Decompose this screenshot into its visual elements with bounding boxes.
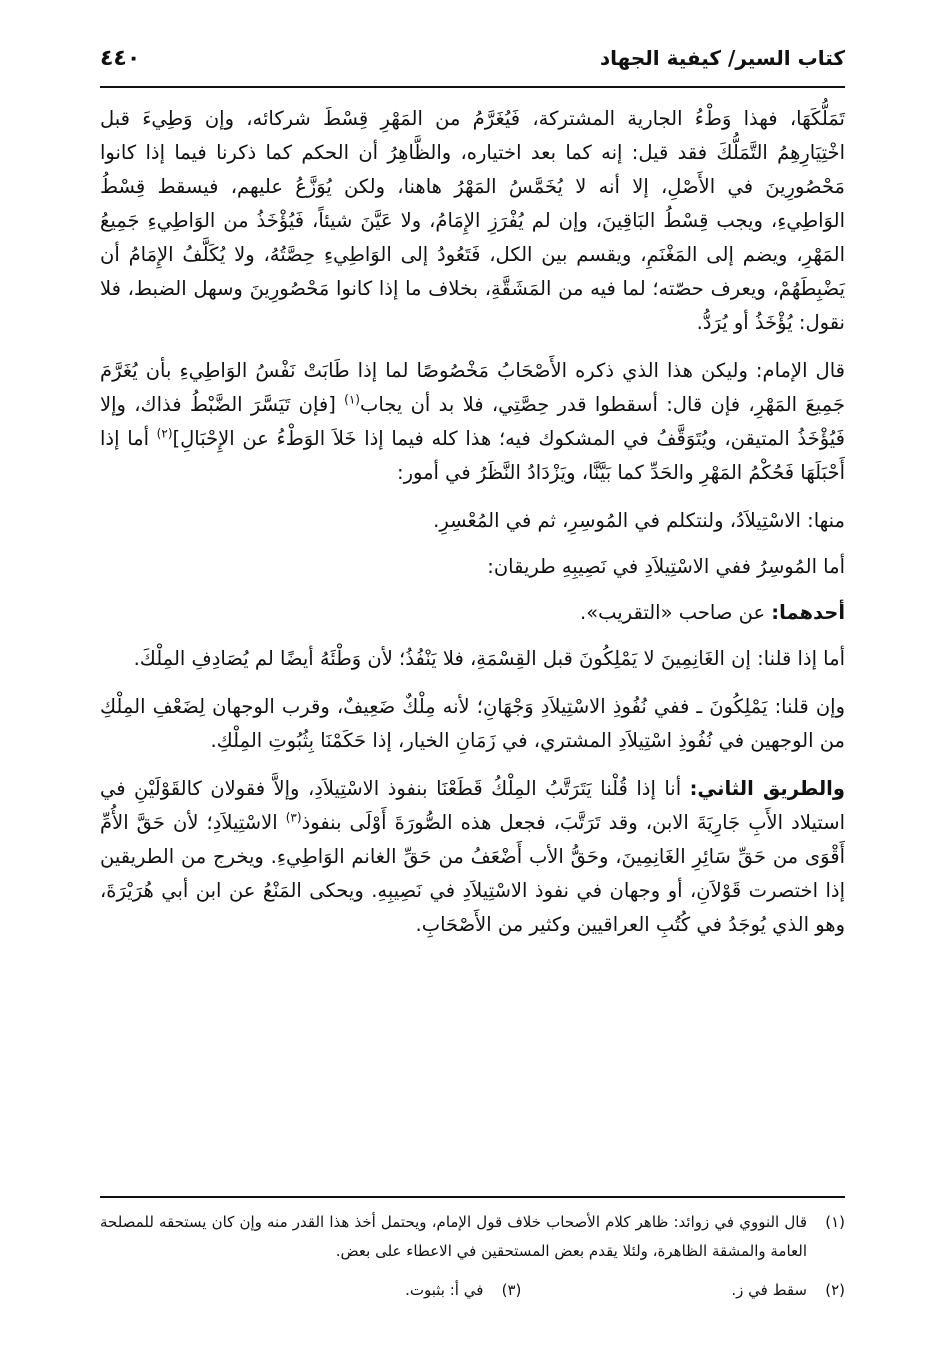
footnote-1 bbox=[100, 1208, 845, 1266]
footnote-2 bbox=[731, 1276, 845, 1305]
header-title: كتاب السير/ كيفية الجهاد bbox=[599, 46, 845, 70]
paragraph-6: أما إذا قلنا: إن الغَانِمِينَ لا يَمْلِكُونَ قبل القِسْمَةِ، فلا يَنْفُذُ؛ لأن وَطْئَهُ أيضًا لم يُصَادِفِ المِلْكَ. bbox=[133, 647, 845, 670]
footnote-text: في أ: بثبوت. bbox=[405, 1281, 484, 1299]
footnote-row bbox=[100, 1276, 845, 1305]
paragraph-3: منها: الاسْتِيلاَدُ، ولنتكلم في المُوسِرِ، ثم في المُعْسِرِ. bbox=[433, 509, 845, 532]
paragraph-lead: أحدهما: bbox=[771, 601, 845, 624]
footnote-text: قال النووي في زوائد: ظاهر كلام الأصحاب خلاف قول الإمام، ويحتمل أخذ هذا القدر منه وإن كان يستحقه للمصلحة العامة والمشقة الظاهرة، ولئلا يقدم بعض المستحقين في الاعطاء على بعض. bbox=[100, 1213, 807, 1260]
footnote-ref-1[interactable]: (١) bbox=[344, 392, 360, 407]
footnote-text: سقط في ز. bbox=[731, 1281, 807, 1299]
footnote-number: (٣) bbox=[501, 1281, 522, 1299]
paragraph-4: أما المُوسِرُ ففي الاسْتِيلاَدِ في نَصِيبِهِ طريقان: bbox=[487, 555, 845, 578]
footnote-number: (٢) bbox=[825, 1281, 845, 1299]
paragraph-2: قال الإمام: وليكن هذا الذي ذكره الأَصْحَابُ مَخْصُوصًا لما إذا طَابَتْ نَفْسُ الوَاطِيءِ بأن يُغَرَّمَ جَمِيعَ المَهْرِ، فإن قال: أسقطوا قدر حِصَّتِي، فلا بد أن يجاب$^{(١)}$ [فإن تَيَسَّرَ الضَّبْطُ فذاك، وإلا فَيُؤْخَذُ المتيقن، ويُتَوَقَّفُ في المشكوك فيه؛ هذا كله فيما إذا خَلاَ الوَطْءُ عن الإِحْبَالِ]$^{(٢)}$ أما إذا أَحْبَلَهَا فَحُكْمُ المَهْرِ والحَدِّ كما بَيَّنَّا، ويَزْدَادُ النَّظَرُ في أمور: bbox=[100, 359, 845, 484]
main-text bbox=[100, 102, 845, 956]
header-rule bbox=[100, 86, 845, 88]
paragraph-7: وإن قلنا: يَمْلِكُونَ ـ ففي نُفُوذِ الاسْتِيلاَدِ وَجْهَانِ؛ لأنه مِلْكٌ ضَعِيفٌ، وقرب الوجهان لِضَعْفِ المِلْكِ من الوجهين في نُفُوذِ اسْتِيلاَدِ المشتري، في زَمَانِ الخيار، إذا حَكَمْنَا بِثُبُوتِ المِلْكِ. bbox=[100, 695, 845, 752]
paragraph-5: أحدهما: عن صاحب «التقريب». bbox=[580, 601, 845, 624]
running-header bbox=[100, 36, 845, 80]
footnote-number: (١) bbox=[825, 1213, 845, 1231]
footnote-ref-3[interactable]: (٣) bbox=[285, 810, 302, 825]
page-number: ٤٤٠ bbox=[100, 45, 141, 71]
paragraph-lead: والطريق الثاني: bbox=[689, 777, 845, 800]
footnote-3 bbox=[405, 1276, 521, 1305]
paragraph-8: والطريق الثاني: أنا إذا قُلْنا يَتَرَتَّبُ المِلْكُ قَطَعْنَا بنفوذ الاسْتِيلاَدِ، وإلاَّ فقولان كالقَوْلَيْنِ في استيلاد الأَبِ جَارِيَةَ الابن، وقد تَرَتَّبَ، فجعل هذه الصُّورَةَ أَوْلَى بنفوذ$^{(٣)}$ الاسْتِيلاَدِ؛ لأن حَقَّ الأُمِّ أَقْوَى من حَقِّ سَائِرِ الغَانِمِينَ، وحَقُّ الأب أَضْعَفُ من حَقِّ الغانم الوَاطِيءِ. ويخرج من الطريقين إذا اختصرت قَوْلاَنِ، أو وجهان في نفوذ الاسْتِيلاَدِ في نَصِيبِهِ. ويحكى المَنْعُ عن ابن أبي هُرَيْرَةَ، وهو الذي يُوجَدُ في كُتُبِ العراقيين وكثير من الأَصْحَابِ. bbox=[100, 777, 845, 936]
footnote-ref-2[interactable]: (٢) bbox=[156, 426, 173, 441]
footnote-rule bbox=[100, 1196, 845, 1198]
book-page bbox=[100, 36, 845, 1326]
footnotes bbox=[100, 1208, 845, 1305]
paragraph-1: تَمَلُّكَهَا، فهذا وَطْءُ الجارية المشتركة، فَيُغَرَّمُ من المَهْرِ قِسْطَ شركائه، وإن وَطِيءَ قبل اخْتِيَارِهِمُ التَّمَلُّكَ فقد قيل: إنه كما بعد اختياره، والظَّاهِرُ أن الحكم كما ذكرنا فيما إذا كانوا مَحْصُورِينَ في الأَصْلِ، إلا أنه لا يُخَمَّسُ المَهْرُ هاهنا، ولكن يُوَزَّعُ عليهم، فيسقط قِسْطُ الوَاطِيءِ، ويجب قِسْطُ البَاقِينَ، وإن لم يُفْرَزِ الإِمَامُ، ولا عَيَّنَ شيئاً، فَيُؤْخَذُ من الوَاطِيءِ جَمِيعُ المَهْرِ، ويضم إلى المَغْنَمِ، ويقسم بين الكل، فَتَعُودُ إلى الوَاطِيءِ حِصَّتُهُ، ولا يُكَلَّفُ الإِمَامُ أن يَضْبِطَهُمْ، ويعرف حصّته؛ لما فيه من المَشَقَّةِ، بخلاف ما إذا كانوا مَحْصُورِينَ وسهل الضبط، فلا نقول: يُؤْخَذُ أو يُرَدُّ. bbox=[100, 107, 845, 334]
